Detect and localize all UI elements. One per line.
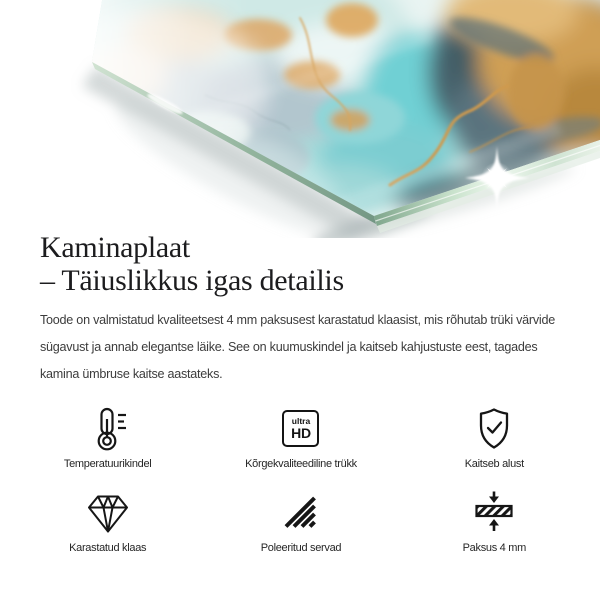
- description-line: Toode on valmistatud kvaliteetsest 4 mm paksusest karastatud klaasist, mis rõhutab trüki värvide: [40, 313, 555, 327]
- description-text: [40, 307, 555, 388]
- thermometer-icon: [84, 404, 132, 453]
- feature-label: Poleeritud servad: [260, 542, 342, 554]
- title-line-1: Kaminaplaat: [40, 231, 190, 264]
- shield-check-icon: [474, 404, 514, 453]
- ultra-hd-text-top: ultra: [291, 415, 311, 426]
- glass-panel-photo: [0, 0, 600, 238]
- feature-label: Kaitseb alust: [464, 458, 524, 470]
- feature-grid: [11, 404, 591, 554]
- feature-temperature: [11, 404, 204, 470]
- description-line: kamina ümbruse kaitse aastateks.: [40, 367, 223, 381]
- product-photo: [0, 0, 600, 238]
- feature-label: Paksus 4 mm: [462, 542, 526, 554]
- ultra-hd-icon: [282, 404, 319, 453]
- feature-polished-edges: [204, 488, 397, 554]
- polished-edges-icon: [283, 488, 319, 537]
- thickness-icon: [474, 488, 514, 537]
- feature-print-quality: [204, 404, 397, 470]
- ultra-hd-text-bottom: HD: [291, 425, 311, 442]
- diamond-icon: [84, 488, 132, 537]
- feature-protects-base: [398, 404, 591, 470]
- page-title: [40, 231, 344, 297]
- title-line-2: – Täiuslikkus igas detailis: [40, 264, 344, 297]
- description-line: sügavust ja annab elegantse läike. See on kuumuskindel ja kaitseb kahjustuste eest, tagades: [40, 340, 538, 354]
- feature-thickness: [398, 488, 591, 554]
- feature-label: Karastatud klaas: [69, 542, 147, 554]
- feature-label: Kõrgekvaliteediline trükk: [245, 458, 357, 470]
- feature-label: Temperatuurikindel: [63, 458, 152, 470]
- feature-tempered-glass: [11, 488, 204, 554]
